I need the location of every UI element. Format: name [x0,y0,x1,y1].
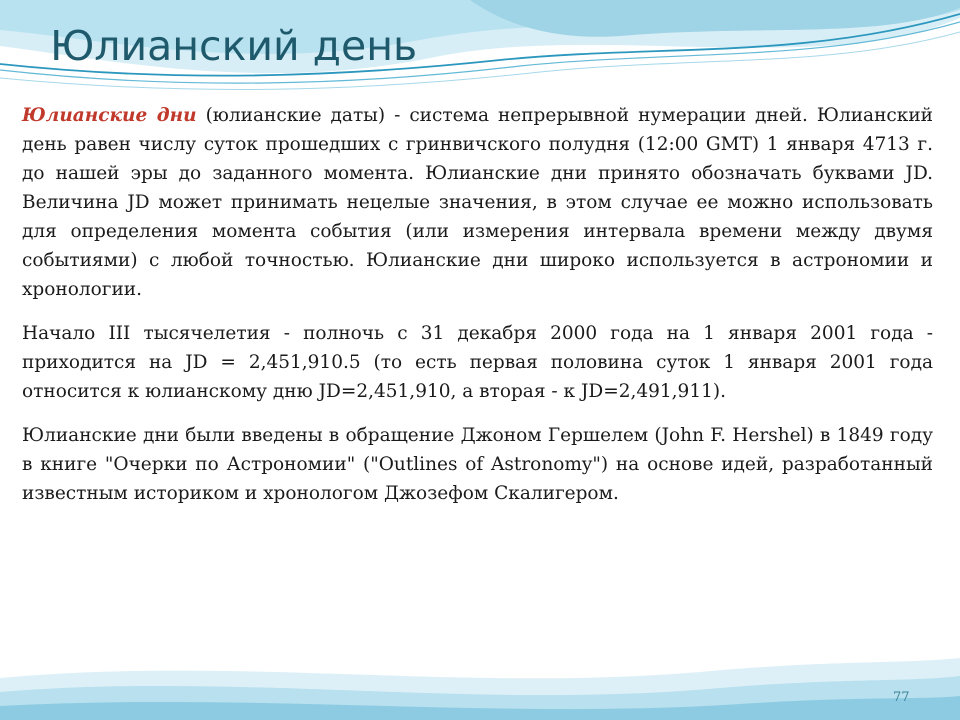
paragraph-definition-text: (юлианские даты) - система непрерывной нумерации дней. Юлианский день равен числу суток прошедших с гринвичского полудня (12:00 GMT) 1 января 4713 г. до нашей эры до заданного момента. Юлианские дни принято обозначать буквами JD. Величина JD может принимать нецелые значения, в этом случае ее можно использовать для определения момента события (или измерения интервала времени между двумя событиями) с любой точностью. Юлианские дни широко используется в астрономии и хронологии. [22,105,933,300]
page-number: 77 [893,690,910,705]
highlighted-term: Юлианские дни [22,105,197,126]
paragraph-history: Юлианские дни были введены в обращение Джоном Гершелем (John F. Hershel) в 1849 году в книге "Очерки по Астрономии" ("Outlines of Astronomy") на основе идей, разработанный известным историком и хронологом Джозефом Скалигером. [22,425,933,504]
slide-title: Юлианский день [50,22,418,70]
slide-body [22,101,933,523]
paragraph-millennium: Начало III тысячелетия - полночь с 31 декабря 2000 года на 1 января 2001 года - приходится на JD = 2,451,910.5 (то есть первая половина суток 1 января 2001 года относится к юлианскому дню JD=2,451,910, а вторая - к JD=2,491,911). [22,323,933,402]
paragraph-definition [22,101,933,304]
bottom-wave-decoration [0,560,960,720]
